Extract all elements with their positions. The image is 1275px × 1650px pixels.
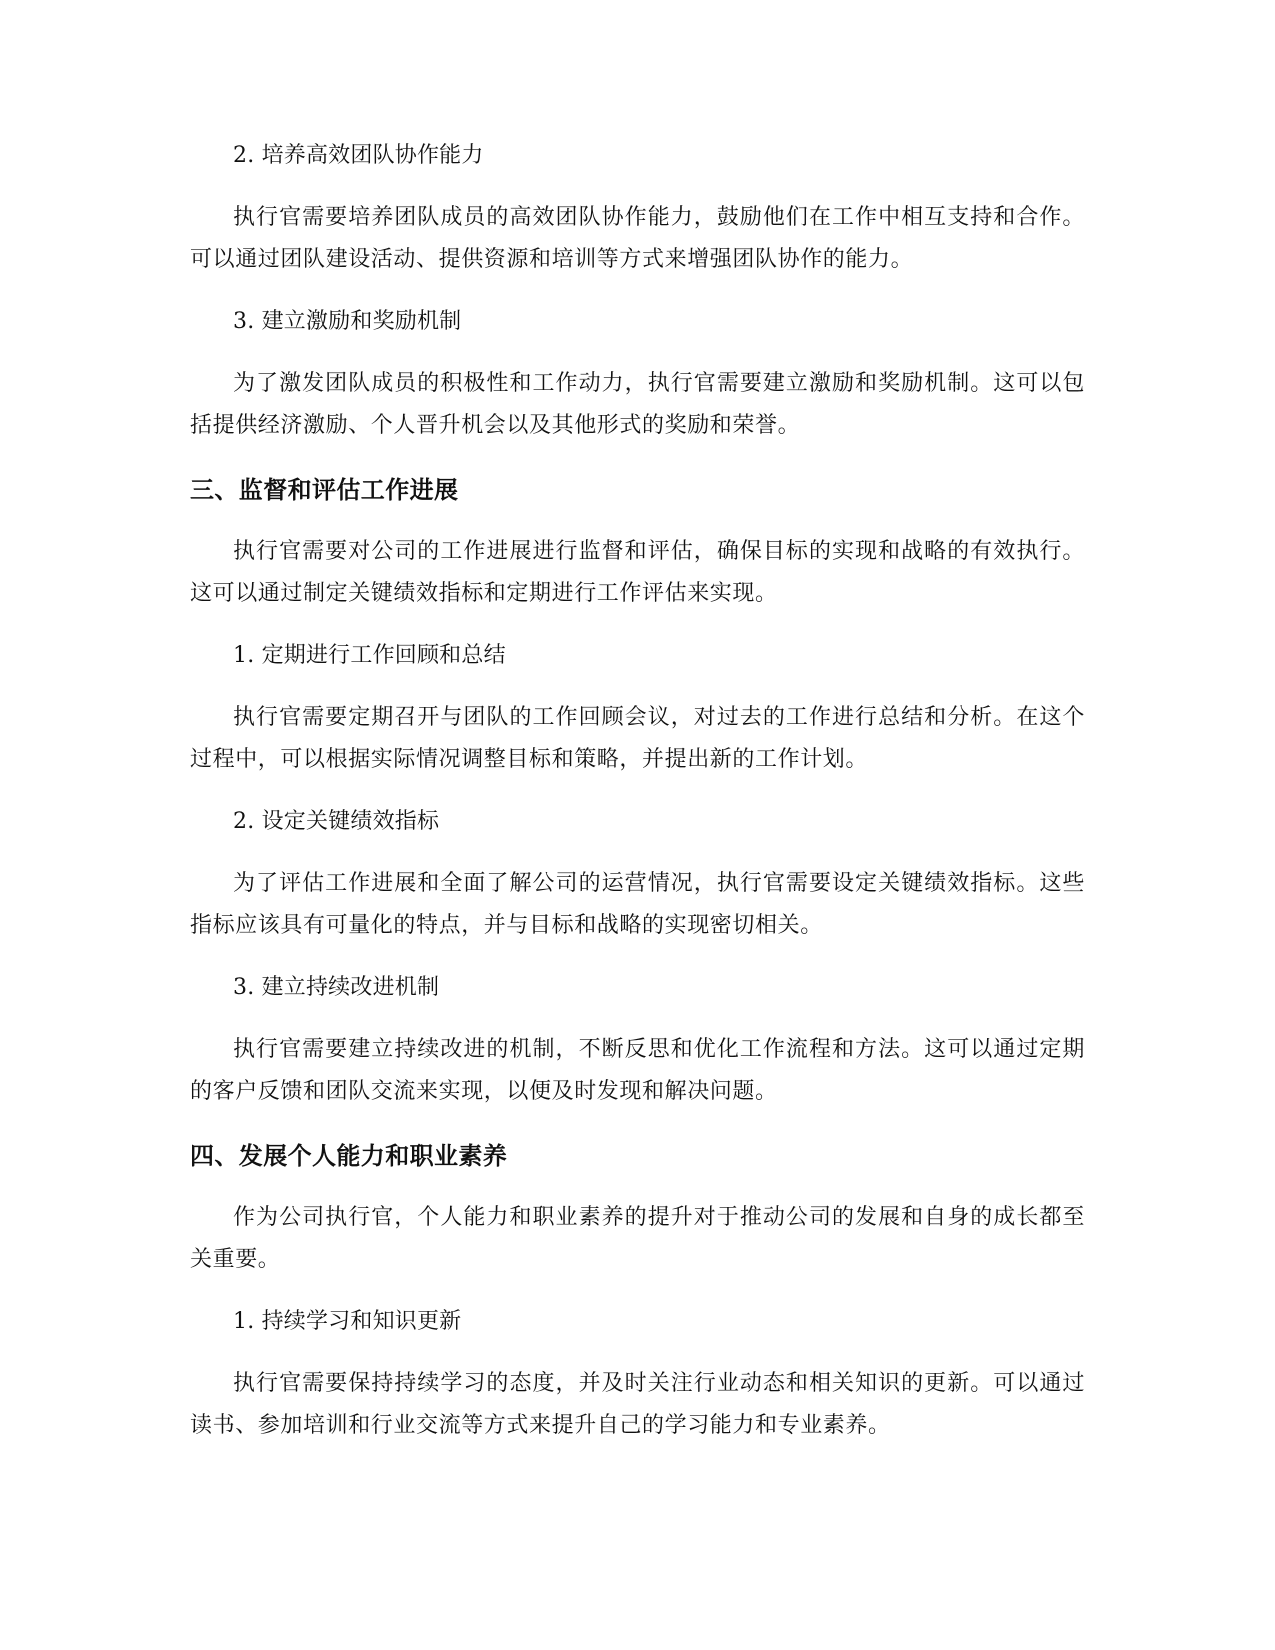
- paragraph-incentive-mechanism: 为了激发团队成员的积极性和工作动力，执行官需要建立激励和奖励机制。这可以包括提供经济激励、个人晋升机会以及其他形式的奖励和荣誉。: [190, 371, 1085, 438]
- subheading-4-1: 1. 持续学习和知识更新: [233, 1309, 462, 1334]
- section-heading-4: 四、发展个人能力和职业素养: [190, 1142, 508, 1170]
- paragraph-work-review: 执行官需要定期召开与团队的工作回顾会议，对过去的工作进行总结和分析。在这个过程中，可以根据实际情况调整目标和策略，并提出新的工作计划。: [190, 705, 1085, 772]
- subheading-3-3: 3. 建立持续改进机制: [233, 975, 440, 1000]
- paragraph-kpi: 为了评估工作进展和全面了解公司的运营情况，执行官需要设定关键绩效指标。这些指标应该具有可量化的特点，并与目标和战略的实现密切相关。: [190, 871, 1085, 938]
- paragraph-section-3-intro: 执行官需要对公司的工作进展进行监督和评估，确保目标的实现和战略的有效执行。这可以通过制定关键绩效指标和定期进行工作评估来实现。: [190, 539, 1085, 606]
- subheading-2-2: 2. 培养高效团队协作能力: [233, 143, 484, 168]
- subheading-3-2: 2. 设定关键绩效指标: [233, 809, 440, 834]
- document-body: [190, 135, 1085, 1467]
- section-heading-3: 三、监督和评估工作进展: [190, 476, 459, 504]
- paragraph-continuous-improvement: 执行官需要建立持续改进的机制，不断反思和优化工作流程和方法。这可以通过定期的客户反馈和团队交流来实现，以便及时发现和解决问题。: [190, 1037, 1085, 1104]
- paragraph-team-collaboration: 执行官需要培养团队成员的高效团队协作能力，鼓励他们在工作中相互支持和合作。可以通过团队建设活动、提供资源和培训等方式来增强团队协作的能力。: [190, 205, 1085, 272]
- paragraph-section-4-intro: 作为公司执行官，个人能力和职业素养的提升对于推动公司的发展和自身的成长都至关重要。: [190, 1205, 1085, 1272]
- paragraph-continuous-learning: 执行官需要保持持续学习的态度，并及时关注行业动态和相关知识的更新。可以通过读书、参加培训和行业交流等方式来提升自己的学习能力和专业素养。: [190, 1371, 1085, 1438]
- subheading-2-3: 3. 建立激励和奖励机制: [233, 309, 462, 334]
- subheading-3-1: 1. 定期进行工作回顾和总结: [233, 643, 506, 668]
